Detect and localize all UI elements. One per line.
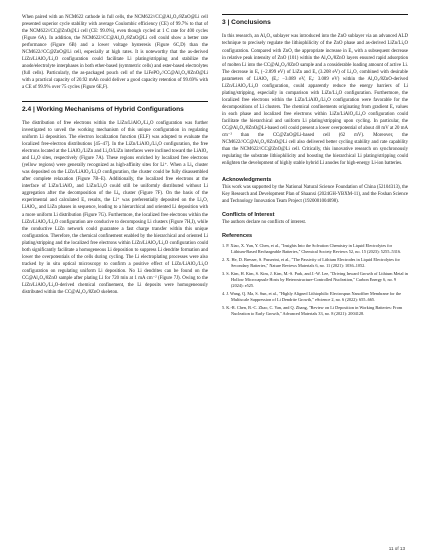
section-rule — [22, 101, 208, 102]
intro-paragraph: When paired with an NCM622 cathode in full cells, the NCM622//CC@Al₂O₃/8ZnO@Li cell presented superior cycle stability with average Coulombic efficiency (CE) of 99.7% to that of the NCM622//CC@ZnO@Li cell (CE: 99.0%), even though cycled at 1 C rate for 400 cycles (Figure 6A). In addition, the NCM622//CC@Al₂O₃/8ZnO@Li cell could show a better rate performance (Figure 6B) and a lower voltage hysteresis (Figure 6C,D) than the NCM622//CC@ZnO@Li cell, especially at high rates. It is noteworthy that the as-derived LiZn/LiAlO₂/Li₂O configuration could facilitate Li plating/stripping and stabilize the anode/electrolyte interphases in both ether-based (symmetric cells) and ester-based electrolytes (full cells). Particularly, the as-packaged pouch cell of the LiFePO₄//CC@Al₂O₃/8ZnO@Li with a practical capacity of 20.92 mAh could deliver a good capacity retention of 99.69% with a CE of 99.9% over 75 cycles (Figure 6E,F). — [22, 15, 208, 91]
conclusions-paragraph: In this research, an Al₂O₃ sublayer was introduced into the ZnO sublayer via an advanced ALD technique to precisely regulate the lithiophilicity of the ZnO phase and as-derived LiZn/Li₂O configuration. Compared with ZnO, the appropriate increase in Eₐ with a subsequent decrease in relative peak intensity of ZnO (101) within the Al₂O₃/8ZnO layers ensured rapid adsorption of molten Li into the CC@Al₂O₃/8ZnO sample and a considerable loading amount of active Li. The decrease in Eₐ (−2.899 eV) of LiZn and Eₐ (3.208 eV) of Li₂O, combined with desirable parameters of LiAlO₂ (Eₐ: −3.089 eV, Eₐ: 3.089 eV) within the Al₂O₃/8ZnO-derived LiZn/LiAlO₂/Li₂O configuration, could apparently reduce the energy barriers of Li plating/stripping, especially in comparison with LiZn/Li₂O configuration. Furthermore, the localized free electrons within the LiZn/LiAlO₂/Li₂O configuration were favorable for the decompositions of Li clusters. The chemical confinements originating from gradient Eₐ values in each phase and localized free electrons within LiZn/LiAlO₂/Li₂O configuration could facilitate the hierarchical and uniform Li plating/stripping upon cycling. In particular, the CC@Al₂O₃/8ZnO@Li-based cell could present a lower overpotential of about 40 mV at 20 mA cm⁻² than the CC@ZnO@Li-based cell (62 mV). Moreover, the NCM622//CC@Al₂O₃/8ZnO@Li cell also delivered better cycling stability and rate capability than the NCM622//CC@ZnO@Li cell. Critically, this innovative research on synchronously regulating the substrate lithiophilicity and boosting the hierarchical Li plating/stripping could enlighten the development of highly stable hybrid Li anodes for high-energy Li-ion batteries. — [222, 34, 408, 167]
page-number: 11 of 13 — [388, 546, 405, 551]
section-heading-working-mechanisms: 2.4 | Working Mechanisms of Hybrid Configurations — [22, 105, 184, 113]
reference-item: 2. X. He, D. Bresser, S. Passerini, et al., "The Passivity of Lithium Electrodes in Liquid Electrolytes for Secondary Batteries," Nature Reviews Materials 6, no. 11 (2021): 1036–1052. — [222, 257, 400, 269]
left-column — [22, 14, 208, 296]
reference-item: 1. P. Xiao, X. Yun, Y. Chen, et al., "Insights Into the Solvation Chemistry in Liquid Electrolytes for Lithium-Based Rechargeable Batteries," Chemical Society Reviews 52, no. 15 (2023): 5255–5316. — [222, 243, 402, 255]
conflicts-paragraph: The authors declare no conflicts of interest. — [222, 220, 307, 226]
section-rule — [222, 14, 408, 15]
mechanism-paragraph: The distribution of free electrons within the LiZn/LiAlO₂/Li₂O configuration was further investigated to unveil the working mechanism of this unique configuration in regulating uniform Li deposition. The electron localization function (ELF) was adopted to evaluate the localized free-electron distributions [45–47]. In the LiZn/LiAlO₂/Li₂O configuration, the free electrons located at the LiAlO₂/LiZn and Li₂O/LiZn interfaces were inclined toward the LiAlO₂ and Li₂O sites, respectively (Figure 7A). These regions enriched by localized free electrons (yellow regions) were generally recognized as high-affinity sites for Li⁺. When a Li₆ cluster was deposited on the LiZn/LiAlO₂/Li₂O configuration, the cluster could be fully disassembled after complete relaxation (Figure 7B–E). Additionally, the localized free electrons at the interface of LiZn/LiAlO₂ and LiZn/Li₂O could still be uniformly distributed without Li aggregation after the decomposition of the Li₆ cluster (Figure 7F). On the basis of the experimental and calculated Eₐ results, the Li⁺ was preferentially deposited on the Li₂O, LiAlO₂, and LiZn phases in sequence, leading to a hierarchical and oriented Li deposition with a more uniform Li distribution (Figure 7G). Furthermore, the localized free electrons within the LiZn/LiAlO₂/Li₂O configuration are conducive to decomposing Li clusters (Figure 7H,I), while the conductive LiZn network could guarantee a fast charge transfer within this unique configuration. Therefore, the chemical confinement enabled by the hierarchical and oriented Li plating/stripping and the localized free electrons within LiZn/LiAlO₂/Li₂O configuration could both significantly facilitate a homogeneous Li deposition to suppress Li dendrite formation and lower the overpotentials of the cells during cycling. The Li electroplating processes were also tracked by in situ optical microscopy to confirm a positive effect of LiZn/LiAlO₂/Li₂O configuration on regulating uniform Li deposition. No Li dendrites can be found on the CC@Al₂O₃/8ZnO sample after plating Li for 720 min at 1 mA cm⁻² (Figure 7J). Owing to the LiZn/LiAlO₂/Li₂O-derived chemical confinement, the Li deposits were homogeneously distributed within the CC@Al₂O₃/8ZnO skeleton. — [22, 120, 208, 296]
acknowledgments-heading: Acknowledgments — [222, 177, 272, 184]
acknowledgments-paragraph: This work was supported by the National Natural Science Foundation of China (52104313), the Key Research and Development Plan of Shaanxi (2024GH-YBXM-11), and the Foshan Science and Technology Innovation Team Project (1920001004098). — [222, 185, 408, 205]
references-list — [222, 243, 408, 317]
reference-item: 4. J. Wang, Q. Ma, S. Sun, et al., "Highly Aligned Lithiophilic Electrospun Nanofiber Membrane for the Multiscale Suppression of Li Dendrite Growth," eScience 2, no. 6 (2022): 655–665. — [222, 291, 402, 303]
section-heading-conclusions: 3 | Conclusions — [222, 19, 271, 26]
reference-item: 5. K.-R. Chen, B.-C. Zhao, C. Yan, and Q. Zhang, "Review on Li Deposition in Working Batteries: From Nucleation to Early Growth," Advanced Materials 33, no. 8 (2021): 2004128. — [222, 305, 403, 317]
reference-item: 3. S. Kim, H. Kim, S. Kim, J. Kim, M.-S. Park, and J.-W. Lee, "Driving Inward Growth of Lithium Metal in Hollow Microcapsule Hosts by Heterostructure-Controlled Nucleation," Carbon Energy 6, no. 9 (2024): e525. — [222, 271, 408, 289]
references-heading: References — [222, 233, 253, 240]
right-column — [222, 14, 408, 319]
conflicts-heading: Conflicts of Interest — [222, 212, 275, 219]
